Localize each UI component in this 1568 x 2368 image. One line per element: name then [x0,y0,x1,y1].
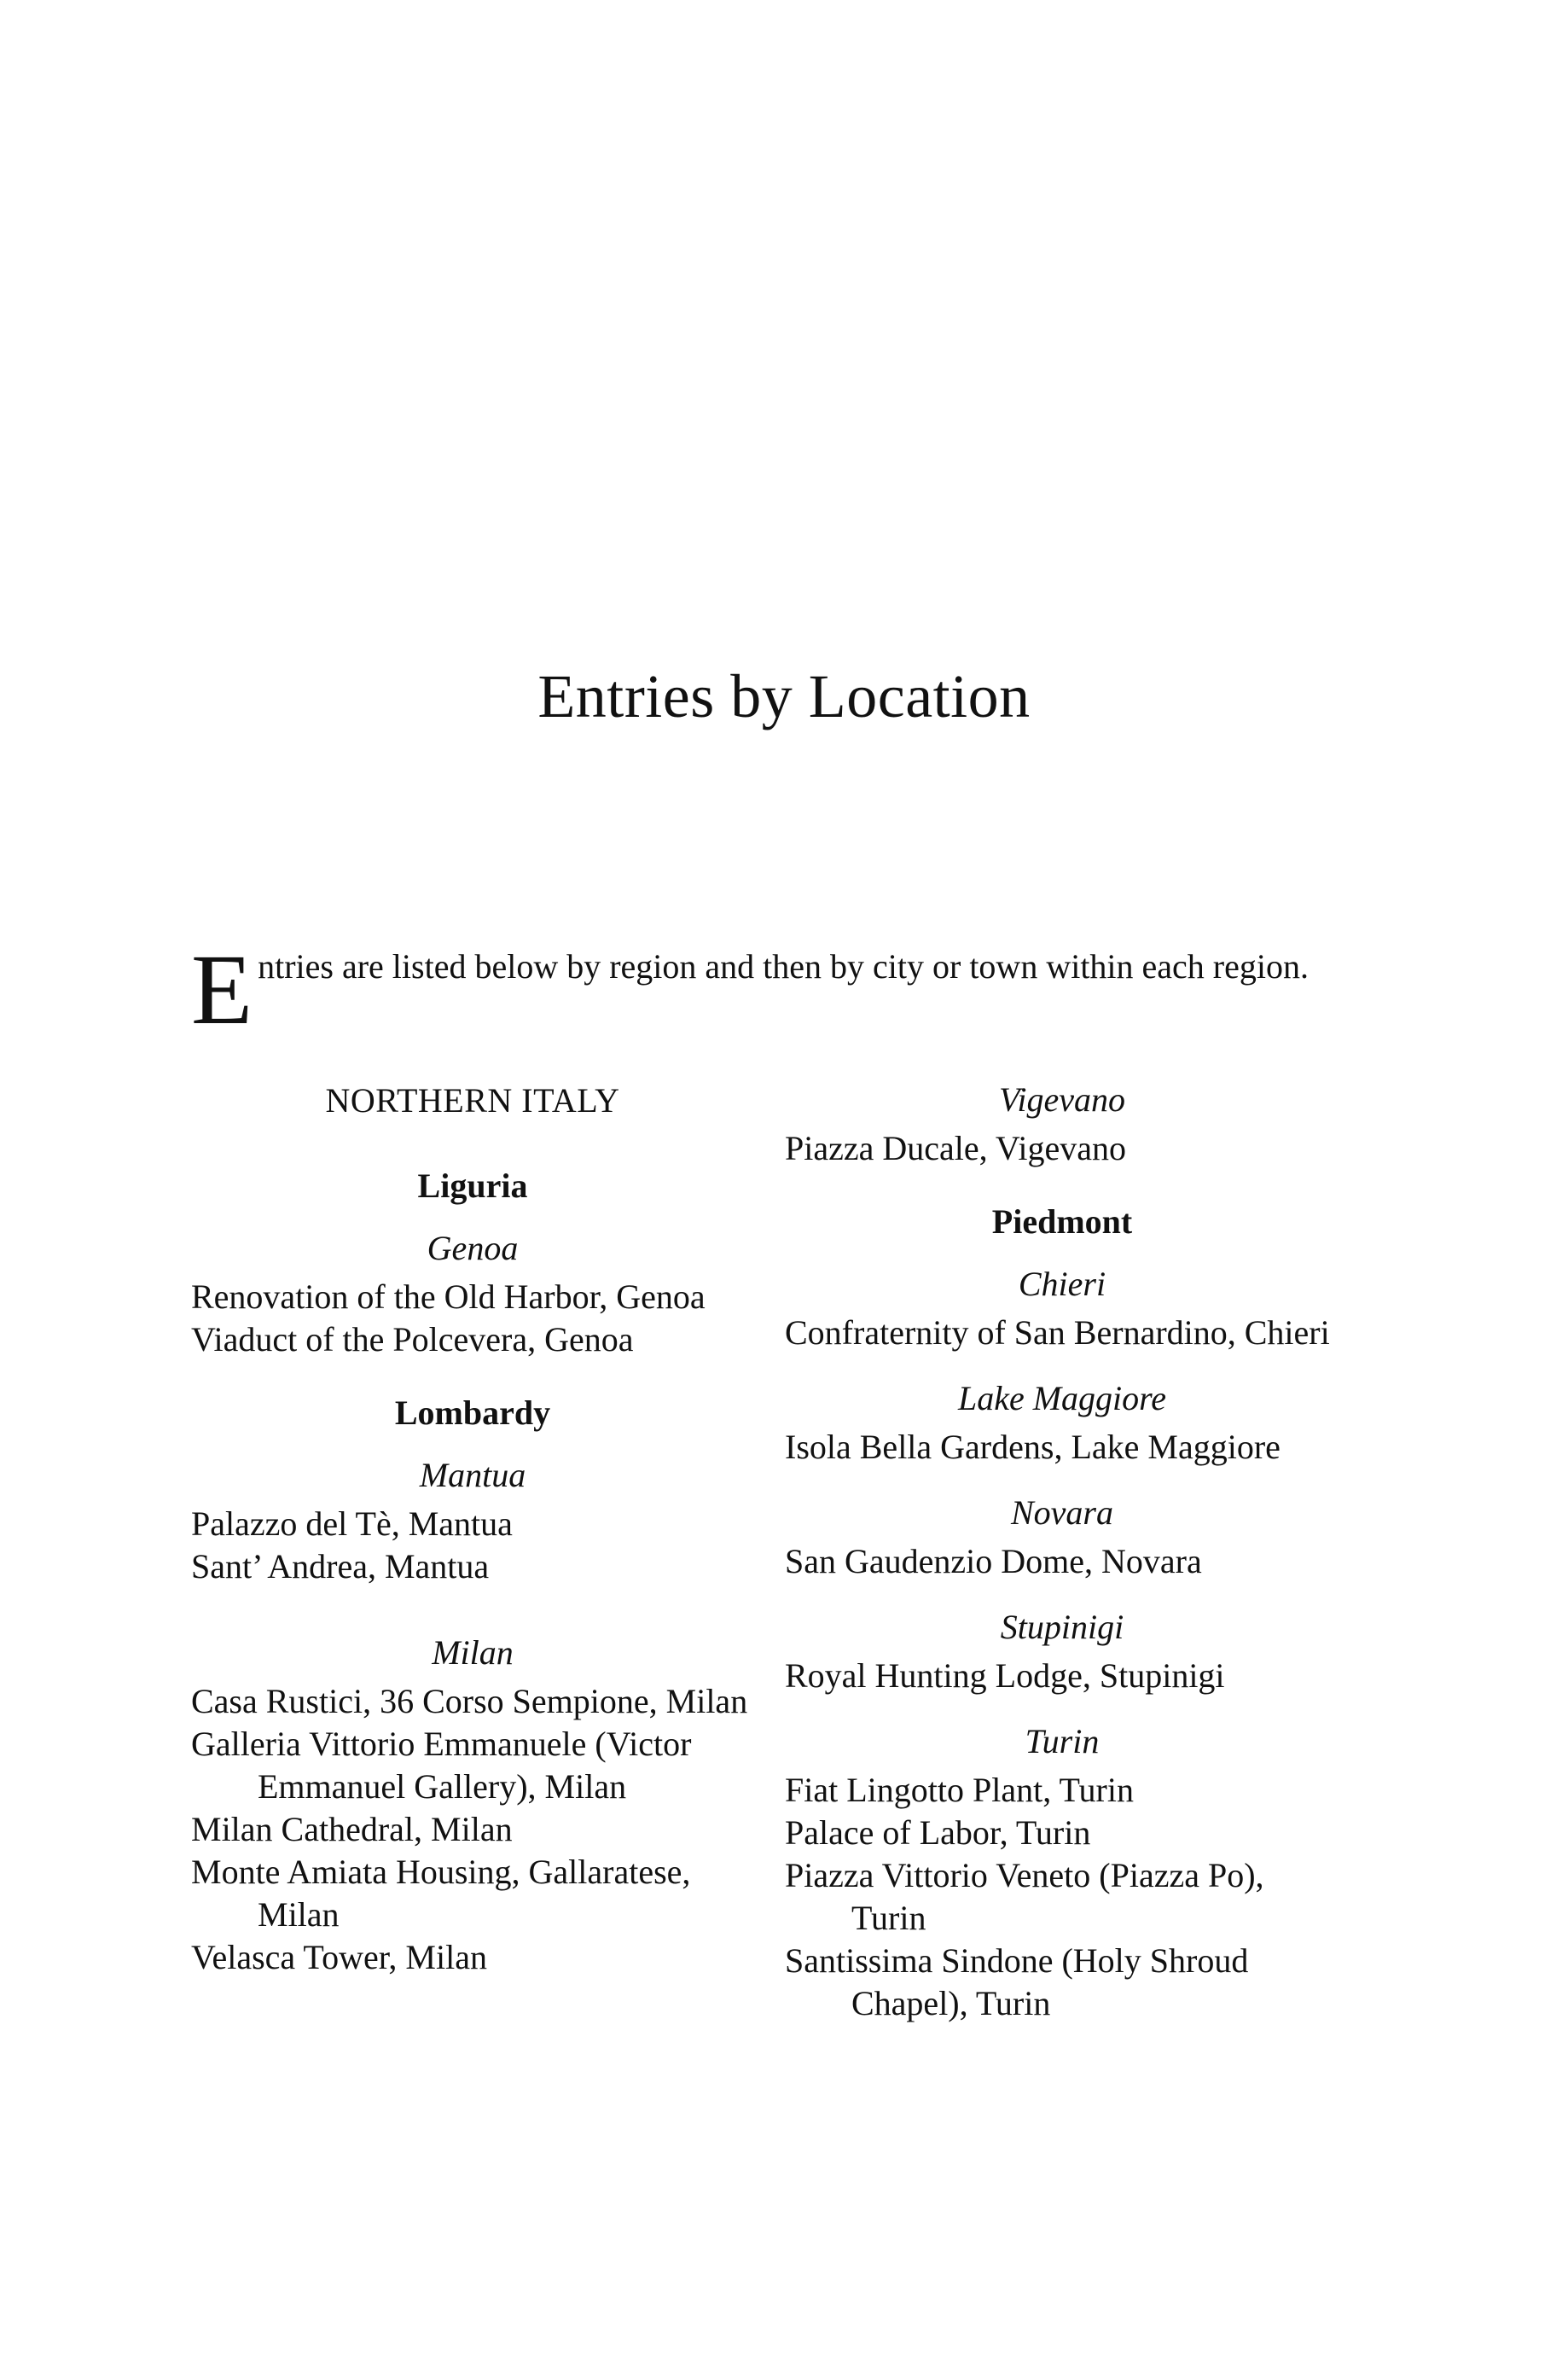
entry-list-genoa [191,1276,754,1361]
city-heading-novara: Novara [1011,1493,1113,1532]
region-heading-piedmont: Piedmont [991,1202,1133,1241]
entry: Galleria Vittorio Emmanuele (Victor Emmanuel Gallery), Milan [191,1725,692,1806]
entry: Santissima Sindone (Holy Shroud Chapel), Turin [785,1941,1249,2022]
entry-list-stupinigi [785,1655,1339,1697]
entry-list-mantua [191,1503,754,1588]
intro-paragraph [191,934,1360,1045]
section-heading-northern-italy: NORTHERN ITALY [325,1081,620,1120]
entry: Palazzo del Tè, Mantua [191,1504,513,1543]
entry: San Gaudenzio Dome, Novara [785,1542,1202,1580]
entry: Palace of Labor, Turin [785,1813,1091,1852]
right-column [785,1079,1339,2049]
entry: Sant’ Andrea, Mantua [191,1547,490,1585]
drop-cap: E [191,934,253,1045]
entry: Piazza Ducale, Vigevano [785,1129,1127,1167]
city-heading-mantua: Mantua [419,1456,526,1494]
entry: Monte Amiata Housing, Gallaratese, Milan [191,1853,691,1934]
city-heading-vigevano: Vigevano [998,1080,1126,1119]
entry-list-chieri [785,1312,1339,1354]
region-heading-liguria: Liguria [417,1167,528,1205]
city-heading-chieri: Chieri [1018,1265,1106,1303]
entry-list-novara [785,1540,1339,1583]
entry: Milan Cathedral, Milan [191,1810,513,1848]
city-heading-stupinigi: Stupinigi [1000,1608,1124,1646]
city-heading-milan: Milan [432,1633,514,1672]
city-heading-lake-maggiore: Lake Maggiore [957,1379,1167,1417]
entry: Isola Bella Gardens, Lake Maggiore [785,1428,1281,1466]
entry: Piazza Vittorio Veneto (Piazza Po), Turin [785,1856,1264,1937]
left-column [191,1079,754,2003]
region-heading-lombardy: Lombardy [394,1393,551,1432]
entry: Velasca Tower, Milan [191,1938,487,1976]
city-heading-genoa: Genoa [427,1229,519,1267]
entry: Confraternity of San Bernardino, Chieri [785,1313,1330,1352]
entry-list-lake-maggiore [785,1426,1339,1469]
entry-list-turin [785,1769,1339,2025]
entry: Viaduct of the Polcevera, Genoa [191,1320,634,1359]
entry-list-milan [191,1680,754,1979]
entry: Royal Hunting Lodge, Stupinigi [785,1656,1225,1695]
page-title: Entries by Location [537,662,1031,730]
entry-list-vigevano [785,1127,1339,1170]
entry: Renovation of the Old Harbor, Genoa [191,1277,706,1316]
entry: Casa Rustici, 36 Corso Sempione, Milan [191,1682,748,1720]
entry: Fiat Lingotto Plant, Turin [785,1771,1134,1809]
intro-text: ntries are listed below by region and then by city or town within each region. [258,947,1309,986]
city-heading-turin: Turin [1025,1722,1100,1760]
